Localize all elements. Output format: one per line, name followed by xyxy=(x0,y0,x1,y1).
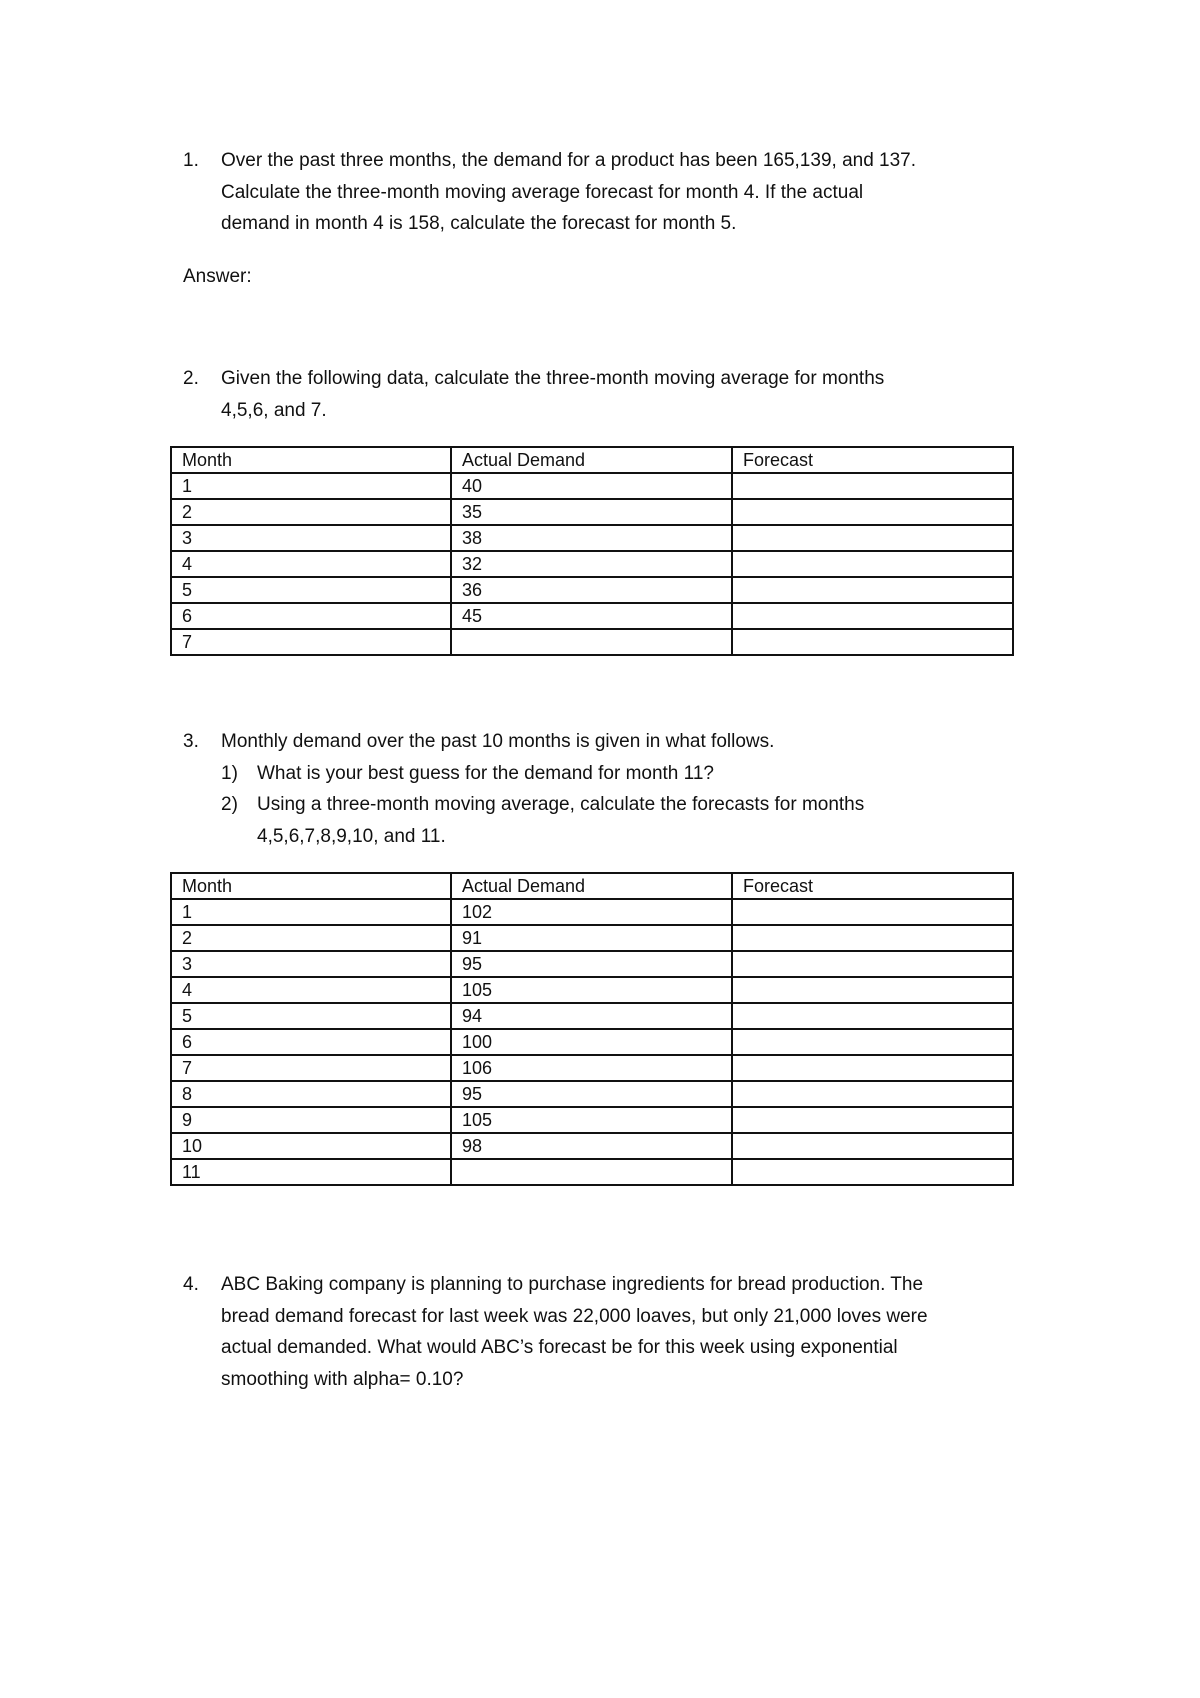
month-cell: 11 xyxy=(171,1159,451,1185)
actual-demand-cell xyxy=(451,629,732,655)
answer-label: Answer: xyxy=(183,266,252,287)
question-1 xyxy=(183,145,1041,240)
actual-demand-cell: 38 xyxy=(451,525,732,551)
question-number: 4. xyxy=(183,1274,199,1295)
actual-demand-cell: 35 xyxy=(451,499,732,525)
forecast-cell[interactable] xyxy=(732,1107,1013,1133)
table-row xyxy=(171,899,1013,925)
actual-demand-cell: 105 xyxy=(451,977,732,1003)
forecast-cell[interactable] xyxy=(732,1055,1013,1081)
month-cell: 2 xyxy=(171,925,451,951)
column-header-forecast: Forecast xyxy=(732,447,1013,473)
column-header-month: Month xyxy=(171,447,451,473)
forecast-cell[interactable] xyxy=(732,951,1013,977)
table-header-row xyxy=(171,873,1013,899)
column-header-forecast: Forecast xyxy=(732,873,1013,899)
table-row xyxy=(171,629,1013,655)
forecast-cell[interactable] xyxy=(732,1133,1013,1159)
sub-question-1 xyxy=(221,758,1041,790)
month-cell: 4 xyxy=(171,977,451,1003)
question-text-line: ABC Baking company is planning to purchase ingredients for bread production. The xyxy=(221,1274,924,1295)
table-row xyxy=(171,1159,1013,1185)
forecast-cell[interactable] xyxy=(732,1081,1013,1107)
actual-demand-cell: 40 xyxy=(451,473,732,499)
month-cell: 7 xyxy=(171,1055,451,1081)
actual-demand-cell: 100 xyxy=(451,1029,732,1055)
month-cell: 1 xyxy=(171,473,451,499)
question-text-line: Over the past three months, the demand for a product has been 165,139, and 137. xyxy=(221,150,917,171)
sub-question-text-line: Using a three-month moving average, calculate the forecasts for months xyxy=(257,794,865,815)
question-number: 1. xyxy=(183,150,199,171)
month-cell: 6 xyxy=(171,1029,451,1055)
column-header-month: Month xyxy=(171,873,451,899)
demand-table-2 xyxy=(170,872,1014,1186)
month-cell: 4 xyxy=(171,551,451,577)
forecast-cell[interactable] xyxy=(732,499,1013,525)
forecast-cell[interactable] xyxy=(732,1159,1013,1185)
forecast-cell[interactable] xyxy=(732,1003,1013,1029)
actual-demand-cell: 105 xyxy=(451,1107,732,1133)
sub-question-text-line: What is your best guess for the demand for month 11? xyxy=(257,762,714,784)
forecast-cell[interactable] xyxy=(732,899,1013,925)
month-cell: 10 xyxy=(171,1133,451,1159)
actual-demand-cell: 95 xyxy=(451,951,732,977)
question-text-line: 4,5,6, and 7. xyxy=(221,399,327,421)
actual-demand-cell: 91 xyxy=(451,925,732,951)
question-text-line: Given the following data, calculate the three-month moving average for months xyxy=(221,368,885,389)
month-cell: 7 xyxy=(171,629,451,655)
sub-question-text-line: 4,5,6,7,8,9,10, and 11. xyxy=(257,825,446,847)
table-row xyxy=(171,525,1013,551)
table-row xyxy=(171,473,1013,499)
forecast-cell[interactable] xyxy=(732,525,1013,551)
column-header-actual-demand: Actual Demand xyxy=(451,873,732,899)
table-row xyxy=(171,977,1013,1003)
actual-demand-cell: 32 xyxy=(451,551,732,577)
question-number: 2. xyxy=(183,368,199,389)
table-row xyxy=(171,1029,1013,1055)
forecast-cell[interactable] xyxy=(732,551,1013,577)
table-row xyxy=(171,1003,1013,1029)
month-cell: 9 xyxy=(171,1107,451,1133)
question-text-line: smoothing with alpha= 0.10? xyxy=(221,1368,464,1390)
forecast-cell[interactable] xyxy=(732,1029,1013,1055)
forecast-cell[interactable] xyxy=(732,603,1013,629)
actual-demand-cell: 94 xyxy=(451,1003,732,1029)
question-2 xyxy=(183,363,1041,426)
actual-demand-cell: 98 xyxy=(451,1133,732,1159)
month-cell: 2 xyxy=(171,499,451,525)
table-row xyxy=(171,1107,1013,1133)
month-cell: 8 xyxy=(171,1081,451,1107)
actual-demand-cell: 36 xyxy=(451,577,732,603)
table-row xyxy=(171,951,1013,977)
table-row xyxy=(171,551,1013,577)
forecast-cell[interactable] xyxy=(732,629,1013,655)
sub-question-2 xyxy=(221,789,1041,852)
actual-demand-cell xyxy=(451,1159,732,1185)
forecast-cell[interactable] xyxy=(732,925,1013,951)
demand-table-1 xyxy=(170,446,1014,656)
actual-demand-cell: 102 xyxy=(451,899,732,925)
question-3 xyxy=(183,726,1041,852)
question-text-line: Calculate the three-month moving average forecast for month 4. If the actual xyxy=(221,181,864,203)
table-row xyxy=(171,603,1013,629)
table-row xyxy=(171,1133,1013,1159)
sub-question-number: 1) xyxy=(221,762,238,784)
month-cell: 5 xyxy=(171,577,451,603)
actual-demand-cell: 45 xyxy=(451,603,732,629)
sub-question-number: 2) xyxy=(221,794,238,815)
table-row xyxy=(171,925,1013,951)
question-text-line: bread demand forecast for last week was 22,000 loaves, but only 21,000 loves were xyxy=(221,1305,928,1327)
question-text-line: demand in month 4 is 158, calculate the forecast for month 5. xyxy=(221,213,737,234)
forecast-cell[interactable] xyxy=(732,473,1013,499)
month-cell: 6 xyxy=(171,603,451,629)
actual-demand-cell: 106 xyxy=(451,1055,732,1081)
actual-demand-cell: 95 xyxy=(451,1081,732,1107)
month-cell: 3 xyxy=(171,951,451,977)
forecast-cell[interactable] xyxy=(732,577,1013,603)
month-cell: 3 xyxy=(171,525,451,551)
table-row xyxy=(171,499,1013,525)
table-row xyxy=(171,1055,1013,1081)
question-number: 3. xyxy=(183,731,199,752)
question-text-line: Monthly demand over the past 10 months is given in what follows. xyxy=(221,731,775,752)
question-4 xyxy=(183,1269,1041,1395)
forecast-cell[interactable] xyxy=(732,977,1013,1003)
table-row xyxy=(171,1081,1013,1107)
column-header-actual-demand: Actual Demand xyxy=(451,447,732,473)
month-cell: 5 xyxy=(171,1003,451,1029)
table-row xyxy=(171,577,1013,603)
question-text-line: actual demanded. What would ABC’s forecast be for this week using exponential xyxy=(221,1337,898,1358)
month-cell: 1 xyxy=(171,899,451,925)
table-header-row xyxy=(171,447,1013,473)
